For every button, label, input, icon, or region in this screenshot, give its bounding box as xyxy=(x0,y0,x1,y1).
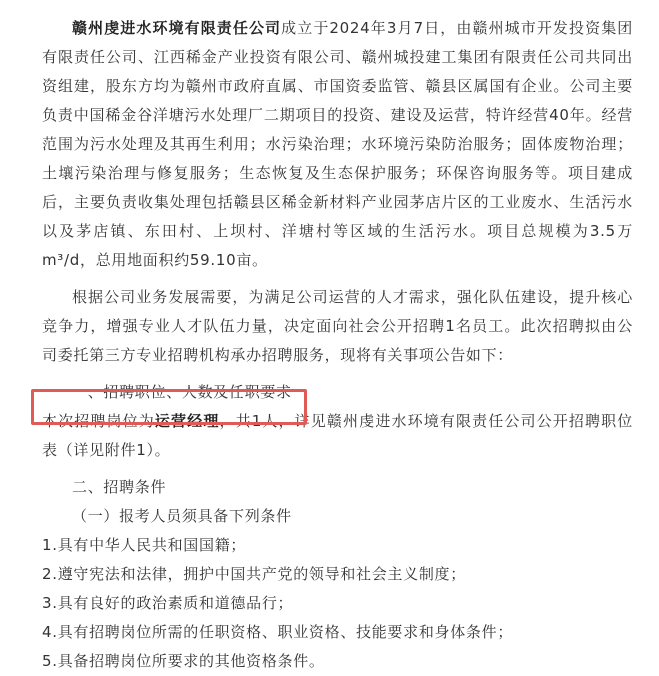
list-item: 1.具有中华人民共和国国籍； xyxy=(42,536,247,554)
list-item: 5.具备招聘岗位所要求的其他资格条件。 xyxy=(42,652,325,670)
list-item: 3.具有良好的政治素质和道德品行； xyxy=(42,594,294,612)
intro-text: 成立于2024年3月7日，由赣州城市开发投资集团有限责任公司、江西稀金产业投资有限公司、赣州城投建工集团有限责任公司共同出资组建，股东方均为赣州市政府直属、市国资委监管、赣县区属国有企业。公司主要负责中国稀金谷洋塘污水处理厂二期项目的投资、建设及运营，特许经营40年。经营范围为污水处理及其再生利用；水污染治理；水环境污染防治服务；固体废物治理；土壤污染治理与修复服务；生态恢复及生态保护服务；环保咨询服务等。项目建成后，主要负责收集处理包括赣县区稀金新材料产业园茅店片区的工业废水、生活污水以及茅店镇、东田村、上坝村、洋塘村等区域的生活污水。项目总规模为3.5万m³/d，总用地面积约59.10亩。 xyxy=(42,19,633,269)
intro-paragraph xyxy=(42,14,633,275)
conditions-list xyxy=(42,531,633,676)
purpose-paragraph: 根据公司业务发展需要，为满足公司运营的人才需求，强化队伍建设，提升核心竞争力，增强专业人才队伍力量，决定面向社会公开招聘1名员工。此次招聘拟由公司委托第三方专业招聘机构承办招聘服务，现将有关事项公告如下： xyxy=(42,288,633,364)
company-name: 赣州虔进水环境有限责任公司 xyxy=(72,19,282,37)
section-1-heading: 一、招聘职位、人数及任职要求 xyxy=(72,383,292,401)
section-1-body xyxy=(42,407,633,465)
list-item: 2.遵守宪法和法律，拥护中国共产党的领导和社会主义制度； xyxy=(42,565,466,583)
position-text-before: 本次招聘岗位为 xyxy=(42,412,155,430)
section-2-subheading: （一）报考人员须具备下列条件 xyxy=(72,507,292,525)
position-text-after: 详见赣州虔进水环境有限责任公司公开招聘职位表（详见附件1）。 xyxy=(42,412,633,459)
position-text-middle: ，共1人， xyxy=(219,412,295,430)
position-name: 运营经理 xyxy=(154,412,220,430)
section-2-heading: 二、招聘条件 xyxy=(72,478,167,496)
list-item: 4.具有招聘岗位所需的任职资格、职业资格、技能要求和身体条件； xyxy=(42,623,514,641)
